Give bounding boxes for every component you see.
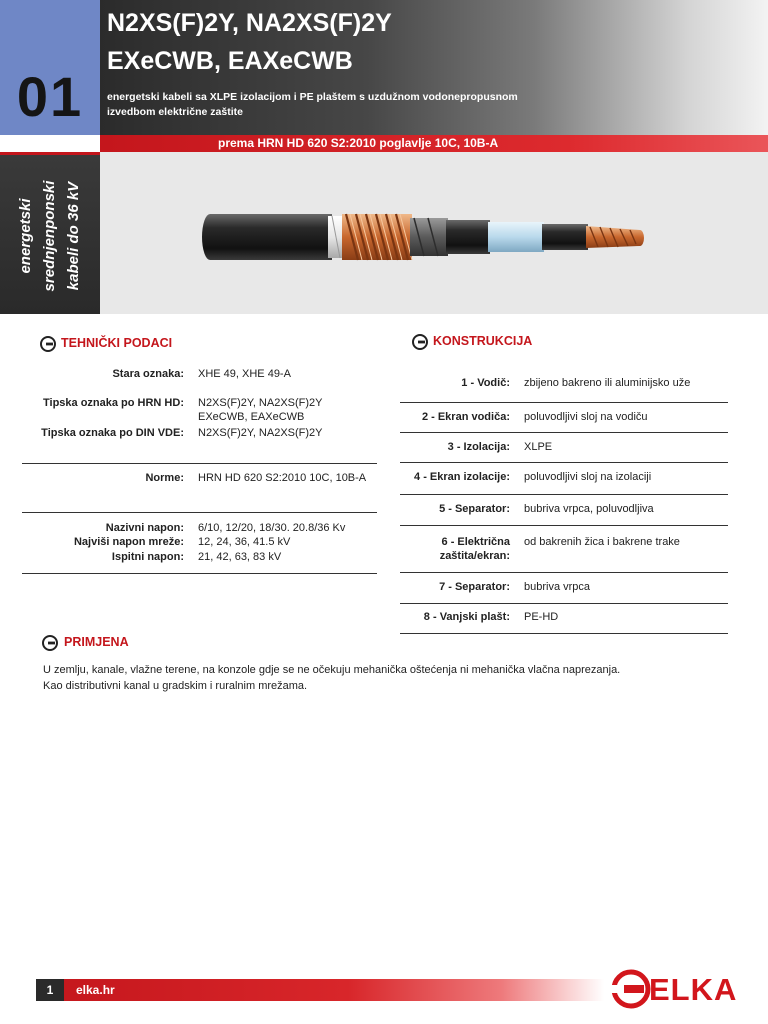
value-konstr-1: zbijeno bakreno ili aluminijsko uže <box>524 377 691 389</box>
label-stara-oznaka: Stara oznaka: <box>112 368 184 380</box>
section-number-box <box>0 0 100 135</box>
page-title-line2: EXeCWB, EAXeCWB <box>107 47 353 75</box>
cable-xlpe-insulation <box>488 222 544 252</box>
value-ispitni-napon: 21, 42, 63, 83 kV <box>198 551 282 563</box>
side-band-text <box>14 161 86 311</box>
page-subtitle: energetski kabeli sa XLPE izolacijom i PE plaštem s uzdužnom vodonepropusnom izvedbom električne zaštite <box>107 91 518 118</box>
cable-illustration <box>100 152 768 314</box>
value-konstr-6: od bakrenih žica i bakrene trake <box>524 536 680 548</box>
standard-bar <box>100 135 768 152</box>
primjena-text-line2: Kao distributivni kanal u gradskim i ruralnim mrežama. <box>43 680 308 692</box>
value-stara-oznaka: XHE 49, XHE 49-A <box>198 368 291 380</box>
value-konstr-5: bubriva vrpca, poluvodljiva <box>524 503 654 515</box>
value-najvisi-napon: 12, 24, 36, 41.5 kV <box>198 536 291 548</box>
page-number: 1 <box>36 979 64 1001</box>
divider <box>400 494 728 495</box>
cable-copper-screen <box>342 214 412 260</box>
divider <box>400 603 728 604</box>
label-nazivni-napon: Nazivni napon: <box>105 522 184 534</box>
logo-wordmark: ELKA <box>649 972 738 1007</box>
label-hrn-hd: Tipska oznaka po HRN HD: <box>43 397 184 409</box>
label-din-vde: Tipska oznaka po DIN VDE: <box>41 427 184 439</box>
label-konstr-6-line2: zaštita/ekran: <box>439 550 510 562</box>
cable-conductor <box>586 226 644 248</box>
value-nazivni-napon: 6/10, 12/20, 18/30. 20.8/36 Kv <box>198 522 346 534</box>
value-hrn-hd-line2: EXeCWB, EAXeCWB <box>198 411 305 423</box>
cable-outer-jacket <box>202 214 332 260</box>
round-e-icon <box>40 336 56 352</box>
footer-url-link[interactable]: elka.hr <box>76 983 115 997</box>
label-konstr-2: 2 - Ekran vodiča: <box>421 411 510 423</box>
section-title-konstrukcija: KONSTRUKCIJA <box>433 334 533 348</box>
divider <box>400 462 728 463</box>
cable-conductor-screen <box>542 224 588 250</box>
value-norme: HRN HD 620 S2:2010 10C, 10B-A <box>198 472 367 484</box>
standard-text: prema HRN HD 620 S2:2010 poglavlje 10C, 10B-A <box>218 136 499 150</box>
label-konstr-4: 4 - Ekran izolacije: <box>414 471 510 483</box>
value-konstr-2: poluvodljivi sloj na vodiču <box>524 411 648 423</box>
divider <box>400 525 728 526</box>
section-title-tehnicki: TEHNIČKI PODACI <box>61 336 173 350</box>
side-band-line1: energetski <box>17 198 34 274</box>
divider <box>400 402 728 403</box>
side-band-line3: kabeli do 36 kV <box>65 181 82 291</box>
label-konstr-6-line1: 6 - Električna <box>441 536 510 548</box>
divider <box>400 572 728 573</box>
label-norme: Norme: <box>145 472 184 484</box>
label-konstr-1: 1 - Vodič: <box>461 377 510 389</box>
label-najvisi-napon: Najviši napon mreže: <box>73 536 184 548</box>
section-title-primjena: PRIMJENA <box>64 635 129 649</box>
side-band-line2: srednjenponski <box>41 180 58 292</box>
divider <box>22 512 377 513</box>
cable-image-area <box>100 152 768 314</box>
round-e-icon <box>412 334 428 350</box>
value-konstr-8: PE-HD <box>524 611 559 623</box>
cable-insulation-screen <box>446 220 490 254</box>
page-title-line1: N2XS(F)2Y, NA2XS(F)2Y <box>107 9 392 37</box>
round-e-icon <box>42 635 58 651</box>
divider <box>400 432 728 433</box>
divider <box>400 633 728 634</box>
value-din-vde: N2XS(F)2Y, NA2XS(F)2Y <box>198 427 323 439</box>
divider <box>22 463 377 464</box>
label-konstr-7: 7 - Separator: <box>439 581 510 593</box>
footer-bar <box>36 979 604 1001</box>
side-band <box>0 152 100 314</box>
divider <box>22 573 377 574</box>
label-konstr-5: 5 - Separator: <box>439 503 510 515</box>
primjena-text-line1: U zemlju, kanale, vlažne terene, na konzole gdje se ne očekuju mehanička oštećenja ni mehanička vlačna naprezanja. <box>43 664 621 676</box>
label-konstr-3: 3 - Izolacija: <box>447 441 510 453</box>
value-hrn-hd-line1: N2XS(F)2Y, NA2XS(F)2Y <box>198 397 323 409</box>
label-konstr-8: 8 - Vanjski plašt: <box>423 611 510 623</box>
value-konstr-7: bubriva vrpca <box>524 581 591 593</box>
section-number: 01 <box>16 65 84 128</box>
label-ispitni-napon: Ispitni napon: <box>111 551 184 563</box>
value-konstr-3: XLPE <box>524 441 553 453</box>
value-konstr-4: poluvodljivi sloj na izolaciji <box>524 471 652 483</box>
